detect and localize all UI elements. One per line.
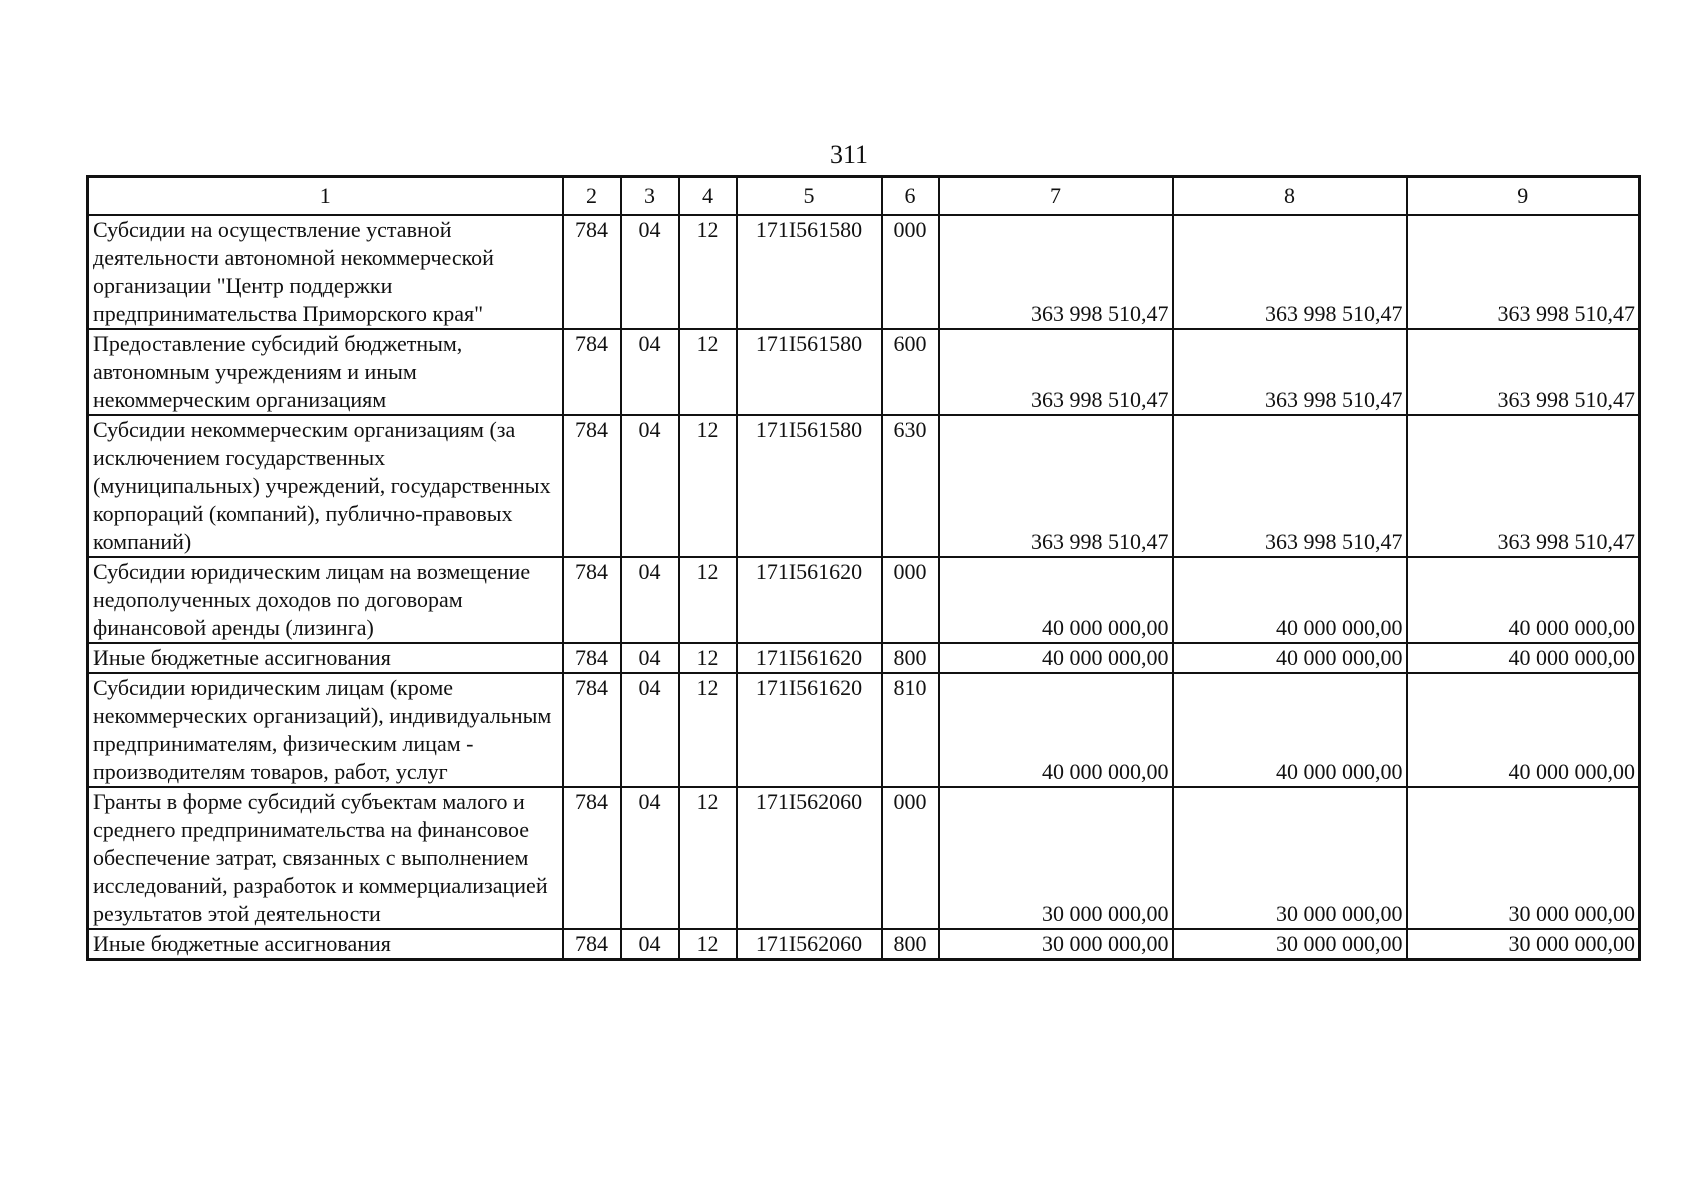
amount-col-8: 363 998 510,47	[1173, 329, 1407, 415]
cell-col-3: 04	[621, 215, 679, 329]
row-name: Гранты в форме субсидий субъектам малого и среднего предпринимательства на финансовое обеспечение затрат, связанных с выполнением исследований, разработок и коммерциализацией результатов этой деятельности	[88, 787, 563, 929]
cell-col-3: 04	[621, 929, 679, 960]
cell-col-5: 171I561620	[737, 673, 882, 787]
column-header: 3	[621, 177, 679, 216]
cell-col-5: 171I562060	[737, 929, 882, 960]
cell-col-6: 810	[882, 673, 939, 787]
cell-col-2: 784	[563, 787, 621, 929]
amount-col-8: 40 000 000,00	[1173, 643, 1407, 673]
amount-col-9: 363 998 510,47	[1407, 415, 1640, 557]
amount-col-9: 40 000 000,00	[1407, 643, 1640, 673]
amount-col-9: 40 000 000,00	[1407, 557, 1640, 643]
cell-col-4: 12	[679, 643, 737, 673]
budget-table-container	[86, 175, 1638, 961]
cell-col-5: 171I561580	[737, 215, 882, 329]
row-name: Субсидии юридическим лицам (кроме некоммерческих организаций), индивидуальным предпринимателям, физическим лицам - производителям товаров, работ, услуг	[88, 673, 563, 787]
column-header: 6	[882, 177, 939, 216]
amount-col-7: 363 998 510,47	[939, 415, 1173, 557]
cell-col-2: 784	[563, 415, 621, 557]
cell-col-4: 12	[679, 415, 737, 557]
table-row	[88, 787, 1640, 929]
cell-col-5: 171I561580	[737, 329, 882, 415]
row-name: Субсидии на осуществление уставной деятельности автономной некоммерческой организации "Центр поддержки предпринимательства Приморского края"	[88, 215, 563, 329]
column-header: 8	[1173, 177, 1407, 216]
column-header: 2	[563, 177, 621, 216]
cell-col-3: 04	[621, 415, 679, 557]
cell-col-2: 784	[563, 643, 621, 673]
cell-col-6: 000	[882, 787, 939, 929]
column-header: 7	[939, 177, 1173, 216]
cell-col-6: 800	[882, 929, 939, 960]
amount-col-7: 40 000 000,00	[939, 643, 1173, 673]
cell-col-6: 600	[882, 329, 939, 415]
row-name: Субсидии некоммерческим организациям (за исключением государственных (муниципальных) учреждений, государственных корпораций (компаний), публично-правовых компаний)	[88, 415, 563, 557]
amount-col-9: 30 000 000,00	[1407, 929, 1640, 960]
cell-col-4: 12	[679, 673, 737, 787]
cell-col-2: 784	[563, 557, 621, 643]
cell-col-4: 12	[679, 329, 737, 415]
table-header-row	[88, 177, 1640, 216]
amount-col-8: 363 998 510,47	[1173, 215, 1407, 329]
cell-col-2: 784	[563, 673, 621, 787]
page-number: 311	[829, 140, 869, 169]
column-header: 4	[679, 177, 737, 216]
cell-col-3: 04	[621, 787, 679, 929]
amount-col-7: 30 000 000,00	[939, 929, 1173, 960]
amount-col-9: 40 000 000,00	[1407, 673, 1640, 787]
cell-col-6: 630	[882, 415, 939, 557]
amount-col-7: 40 000 000,00	[939, 673, 1173, 787]
column-header: 1	[88, 177, 563, 216]
amount-col-8: 40 000 000,00	[1173, 557, 1407, 643]
amount-col-8: 40 000 000,00	[1173, 673, 1407, 787]
amount-col-8: 30 000 000,00	[1173, 787, 1407, 929]
table-row	[88, 673, 1640, 787]
amount-col-7: 40 000 000,00	[939, 557, 1173, 643]
cell-col-3: 04	[621, 557, 679, 643]
cell-col-2: 784	[563, 329, 621, 415]
cell-col-5: 171I562060	[737, 787, 882, 929]
cell-col-5: 171I561620	[737, 557, 882, 643]
column-header: 5	[737, 177, 882, 216]
cell-col-6: 000	[882, 557, 939, 643]
cell-col-3: 04	[621, 673, 679, 787]
cell-col-6: 000	[882, 215, 939, 329]
table-row	[88, 415, 1640, 557]
cell-col-2: 784	[563, 215, 621, 329]
cell-col-4: 12	[679, 215, 737, 329]
cell-col-2: 784	[563, 929, 621, 960]
table-row	[88, 329, 1640, 415]
table-row	[88, 215, 1640, 329]
row-name: Субсидии юридическим лицам на возмещение недополученных доходов по договорам финансовой аренды (лизинга)	[88, 557, 563, 643]
table-body	[88, 215, 1640, 960]
cell-col-5: 171I561580	[737, 415, 882, 557]
cell-col-6: 800	[882, 643, 939, 673]
cell-col-4: 12	[679, 929, 737, 960]
row-name: Иные бюджетные ассигнования	[88, 643, 563, 673]
amount-col-9: 363 998 510,47	[1407, 215, 1640, 329]
cell-col-4: 12	[679, 787, 737, 929]
budget-table	[86, 175, 1641, 961]
table-row	[88, 929, 1640, 960]
amount-col-9: 30 000 000,00	[1407, 787, 1640, 929]
cell-col-3: 04	[621, 643, 679, 673]
cell-col-5: 171I561620	[737, 643, 882, 673]
cell-col-4: 12	[679, 557, 737, 643]
row-name: Иные бюджетные ассигнования	[88, 929, 563, 960]
cell-col-3: 04	[621, 329, 679, 415]
amount-col-7: 363 998 510,47	[939, 329, 1173, 415]
row-name: Предоставление субсидий бюджетным, автономным учреждениям и иным некоммерческим организациям	[88, 329, 563, 415]
amount-col-7: 363 998 510,47	[939, 215, 1173, 329]
table-row	[88, 557, 1640, 643]
amount-col-9: 363 998 510,47	[1407, 329, 1640, 415]
amount-col-8: 30 000 000,00	[1173, 929, 1407, 960]
amount-col-7: 30 000 000,00	[939, 787, 1173, 929]
table-row	[88, 643, 1640, 673]
column-header: 9	[1407, 177, 1640, 216]
amount-col-8: 363 998 510,47	[1173, 415, 1407, 557]
